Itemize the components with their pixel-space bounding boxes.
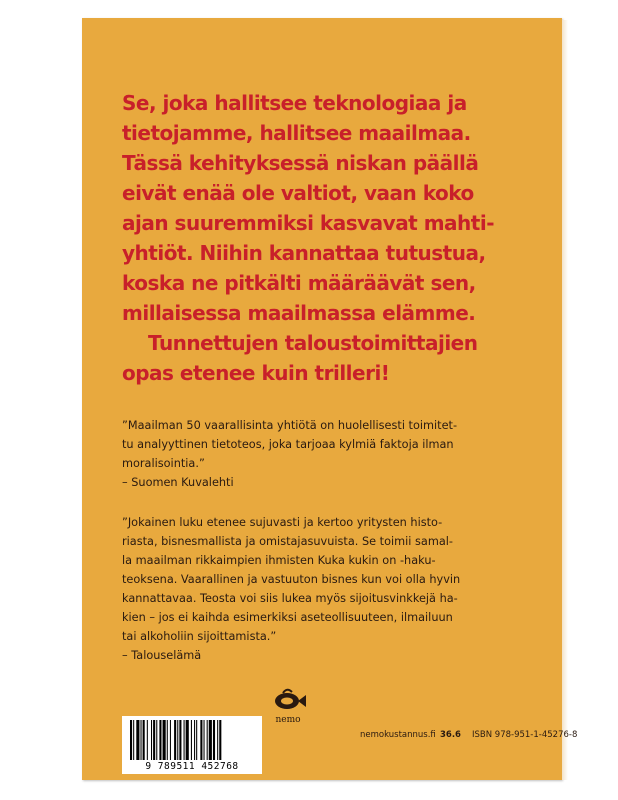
barcode-bar: [133, 720, 134, 760]
quote-line: teoksena. Vaarallinen ja vastuuton bisnes kun voi olla hyvin: [122, 573, 461, 586]
quote-source: – Suomen Kuvalehti: [122, 476, 234, 489]
blurb-line: tietojamme, hallitsee maailmaa.: [122, 121, 471, 145]
isbn-number: ISBN 978-951-1-45276-8: [472, 730, 578, 740]
blurb-line: millaisessa maailmassa elämme.: [122, 301, 476, 325]
quote-line: tu analyyttinen tietoteos, joka tarjoaa kylmiä faktoja ilman: [122, 438, 454, 451]
barcode-bar: [151, 720, 152, 760]
barcode-bar: [207, 720, 208, 760]
barcode-bar: [147, 720, 148, 760]
library-classification: 36.6: [440, 730, 461, 740]
fish-logo-icon: [268, 686, 308, 712]
barcode-bar: [213, 720, 215, 760]
quote-line: tai alkoholiin sijoittamista.”: [122, 630, 277, 643]
blurb-line: koska ne pitkälti määräävät sen,: [122, 271, 476, 295]
barcode-bar: [179, 720, 181, 760]
barcode-bar: [170, 720, 171, 760]
isbn-barcode: [122, 716, 262, 774]
quote-line: kien – jos ei kaihda esimerkiksi aseteollisuuteen, ilmailuun: [122, 611, 453, 624]
quote-line: ”Jokainen luku etenee sujuvasti ja kertoo yritysten histo-: [122, 516, 443, 529]
barcode-bar: [153, 720, 155, 760]
barcode-bar: [177, 720, 178, 760]
review-quote-2: [122, 513, 532, 665]
blurb-text: [122, 88, 542, 388]
cover-edge: [562, 20, 568, 780]
publisher-website: nemokustannus.fi: [360, 730, 436, 740]
publisher-logo: [268, 686, 308, 726]
blurb-line: yhtiöt. Niihin kannattaa tutustua,: [122, 241, 486, 265]
barcode-bar: [143, 720, 145, 760]
blurb-line: ajan suuremmiksi kasvavat mahti-: [122, 211, 494, 235]
review-quote-1: [122, 416, 532, 492]
barcode-bar: [186, 720, 189, 760]
barcode-bar: [141, 720, 142, 760]
barcode-bar: [200, 720, 202, 760]
barcode-bar: [194, 720, 195, 760]
quote-line: moralisointia.”: [122, 457, 205, 470]
barcode-bar: [204, 720, 205, 760]
barcode-number: 9 789511 452768: [145, 761, 239, 772]
barcode-bar: [209, 720, 212, 760]
barcode-bar: [130, 720, 132, 760]
barcode-bar: [174, 720, 176, 760]
quote-line: kannattavaa. Teosta voi siis lukea myös sijoitusvinkkejä ha-: [122, 592, 458, 605]
barcode-bars: [122, 716, 262, 762]
barcode-bar: [196, 720, 197, 760]
barcode-bar: [156, 720, 157, 760]
barcode-bar: [163, 720, 166, 760]
quote-source: – Talouselämä: [122, 649, 202, 662]
barcode-bar: [136, 720, 139, 760]
blurb-line: Tässä kehityksessä niskan päällä: [122, 151, 479, 175]
barcode-bar: [219, 720, 221, 760]
blurb-line: Tunnettujen taloustoimittajien: [148, 331, 478, 355]
barcode-bar: [167, 720, 168, 760]
blurb-line: opas etenee kuin trilleri!: [122, 361, 390, 385]
blurb-line: eivät enää ole valtiot, vaan koko: [122, 181, 474, 205]
barcode-bar: [184, 720, 185, 760]
quote-line: riasta, bisnesmallista ja omistajasuvuista. Se toimii samal-: [122, 535, 453, 548]
publisher-logo-text: nemo: [275, 715, 301, 725]
blurb-line: Se, joka hallitsee teknologiaa ja: [122, 91, 467, 115]
quote-line: la maailman rikkaimpien ihmisten Kuka kukin on -haku-: [122, 554, 436, 567]
barcode-bar: [217, 720, 218, 760]
barcode-bar: [159, 720, 161, 760]
barcode-bar: [191, 720, 192, 760]
quote-line: ”Maailman 50 vaarallisinta yhtiötä on huolellisesti toimitet-: [122, 419, 458, 432]
